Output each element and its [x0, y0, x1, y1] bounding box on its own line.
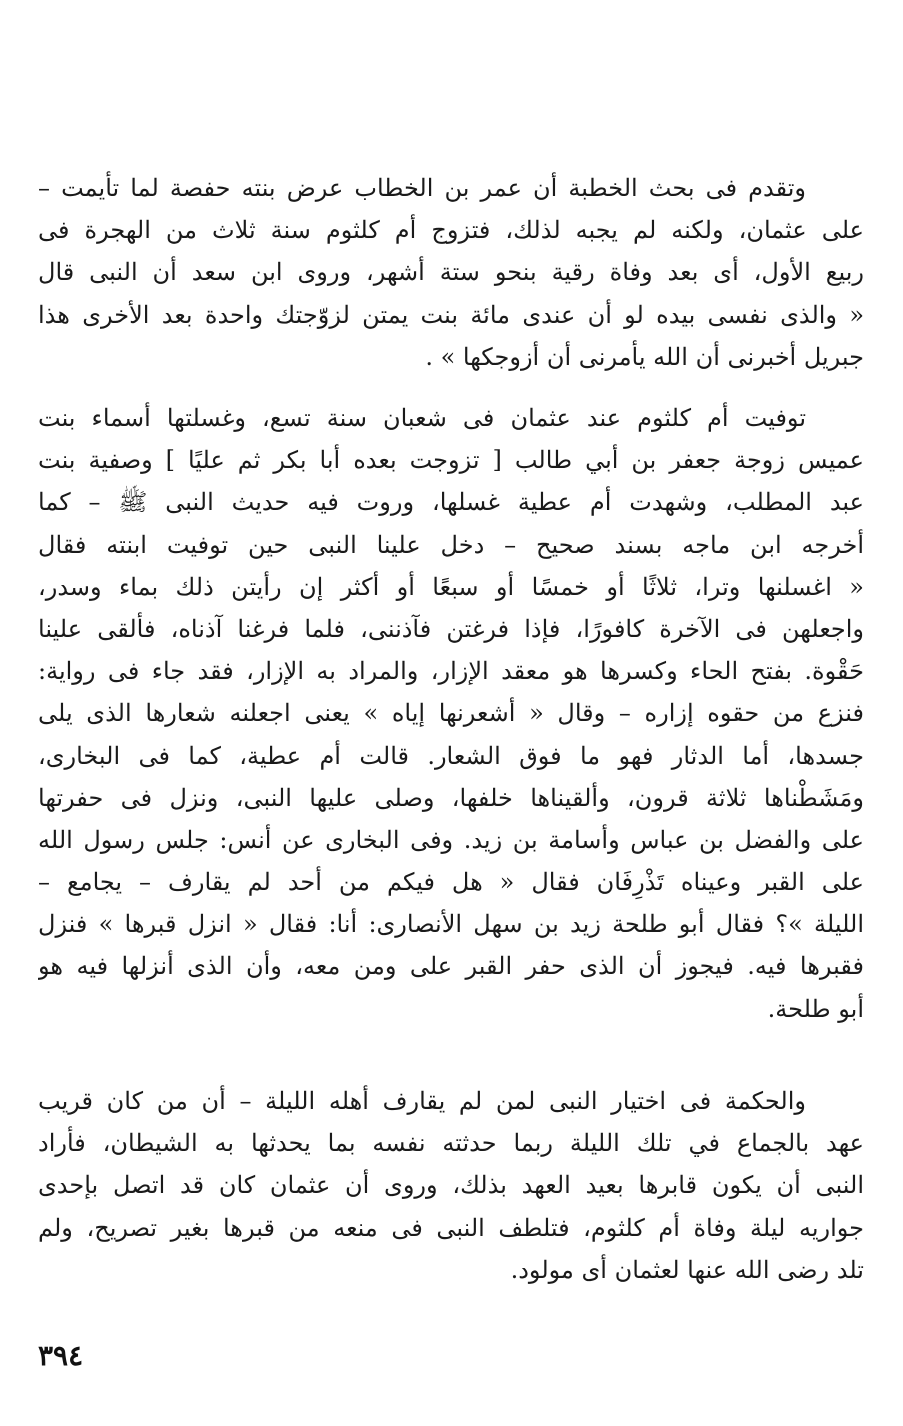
text-line: عبد المطلب، وشهدت أم عطية غسلها، وروت فيه حديث النبى ﷺ – كما — [38, 488, 864, 517]
text-line: فنزع من حقوه إزاره – وقال « أشعرنها إياه » يعنى اجعلنه شعارها الذى يلى — [38, 699, 864, 728]
text-line: جسدها، أما الدثار فهو ما فوق الشعار. قالت أم عطية، كما فى البخارى، — [38, 741, 864, 770]
text-line: « والذى نفسى بيده لو أن عندى مائة بنت يمتن لزوّجتك واحدة بعد الأخرى هذا — [38, 300, 864, 329]
text-line: أبو طلحة. — [767, 994, 864, 1023]
text-line: جبريل أخبرنى أن الله يأمرنى أن أزوجكها » . — [425, 342, 864, 371]
text-line: فقبرها فيه. فيجوز أن الذى حفر القبر على ومن معه، وأن الذى أنزلها فيه هو — [38, 952, 864, 981]
text-line: توفيت أم كلثوم عند عثمان فى شعبان سنة تسع، وغسلتها أسماء بنت — [38, 404, 806, 432]
text-line: جواريه ليلة وفاة أم كلثوم، فتلطف النبى فى منعه من قبرها بغير تصريح، ولم — [38, 1213, 864, 1242]
text-line: تلد رضى الله عنها لعثمان أى مولود. — [510, 1255, 864, 1284]
text-line: الليلة »؟ فقال أبو طلحة زيد بن سهل الأنصارى: أنا: فقال « انزل قبرها » فنزل — [38, 910, 864, 939]
text-line: عميس زوجة جعفر بن أبي طالب [ تزوجت بعده أبا بكر ثم عليًا ] وصفية بنت — [38, 446, 864, 475]
paragraph-1 — [38, 167, 864, 378]
text-line: النبى أن يكون قابرها بعيد العهد بذلك، وروى أن عثمان كان قد اتصل بإحدى — [38, 1171, 864, 1200]
text-line: « اغسلنها وترا، ثلاثًا أو خمسًا أو سبعًا أو أكثر إن رأيتن ذلك بماء وسدر، — [38, 572, 864, 601]
text-line: على عثمان، ولكنه لم يجبه لذلك، فتزوج أم كلثوم سنة ثلاث من الهجرة فى — [38, 216, 864, 245]
paragraph-3 — [38, 1080, 864, 1291]
paragraph-2 — [38, 397, 864, 1030]
text-line: على والفضل بن عباس وأسامة بن زيد. وفى البخارى عن أنس: جلس رسول الله — [38, 825, 864, 854]
text-line: ومَشَطْناها ثلاثة قرون، وألقيناها خلفها، وصلى عليها النبى، ونزل فى حفرتها — [38, 783, 864, 812]
text-line: والحكمة فى اختيار النبى لمن لم يقارف أهله الليلة – أن من كان قريب — [38, 1087, 806, 1115]
text-line: ربيع الأول، أى بعد وفاة رقية بنحو ستة أشهر، وروى ابن سعد أن النبى قال — [38, 258, 864, 287]
text-line: عهد بالجماع في تلك الليلة ربما حدثته نفسه بما يحدثها به الشيطان، فأراد — [38, 1129, 864, 1158]
text-line: أخرجه ابن ماجه بسند صحيح – دخل علينا النبى حين توفيت ابنته فقال — [38, 530, 864, 559]
page-number: ٣٩٤ — [38, 1339, 84, 1372]
text-line: وتقدم فى بحث الخطبة أن عمر بن الخطاب عرض بنته حفصة لما تأيمت – — [38, 174, 806, 202]
text-line: واجعلهن فى الآخرة كافورًا، فإذا فرغتن فآذننى، فلما فرغنا آذناه، فألقى علينا — [38, 614, 864, 643]
text-line: على القبر وعيناه تَذْرِفَان فقال « هل فيكم من أحد لم يقارف – يجامع – — [38, 868, 864, 897]
text-line: حَقْوة. بفتح الحاء وكسرها هو معقد الإزار، والمراد به الإزار، فقد جاء فى رواية: — [38, 657, 864, 686]
